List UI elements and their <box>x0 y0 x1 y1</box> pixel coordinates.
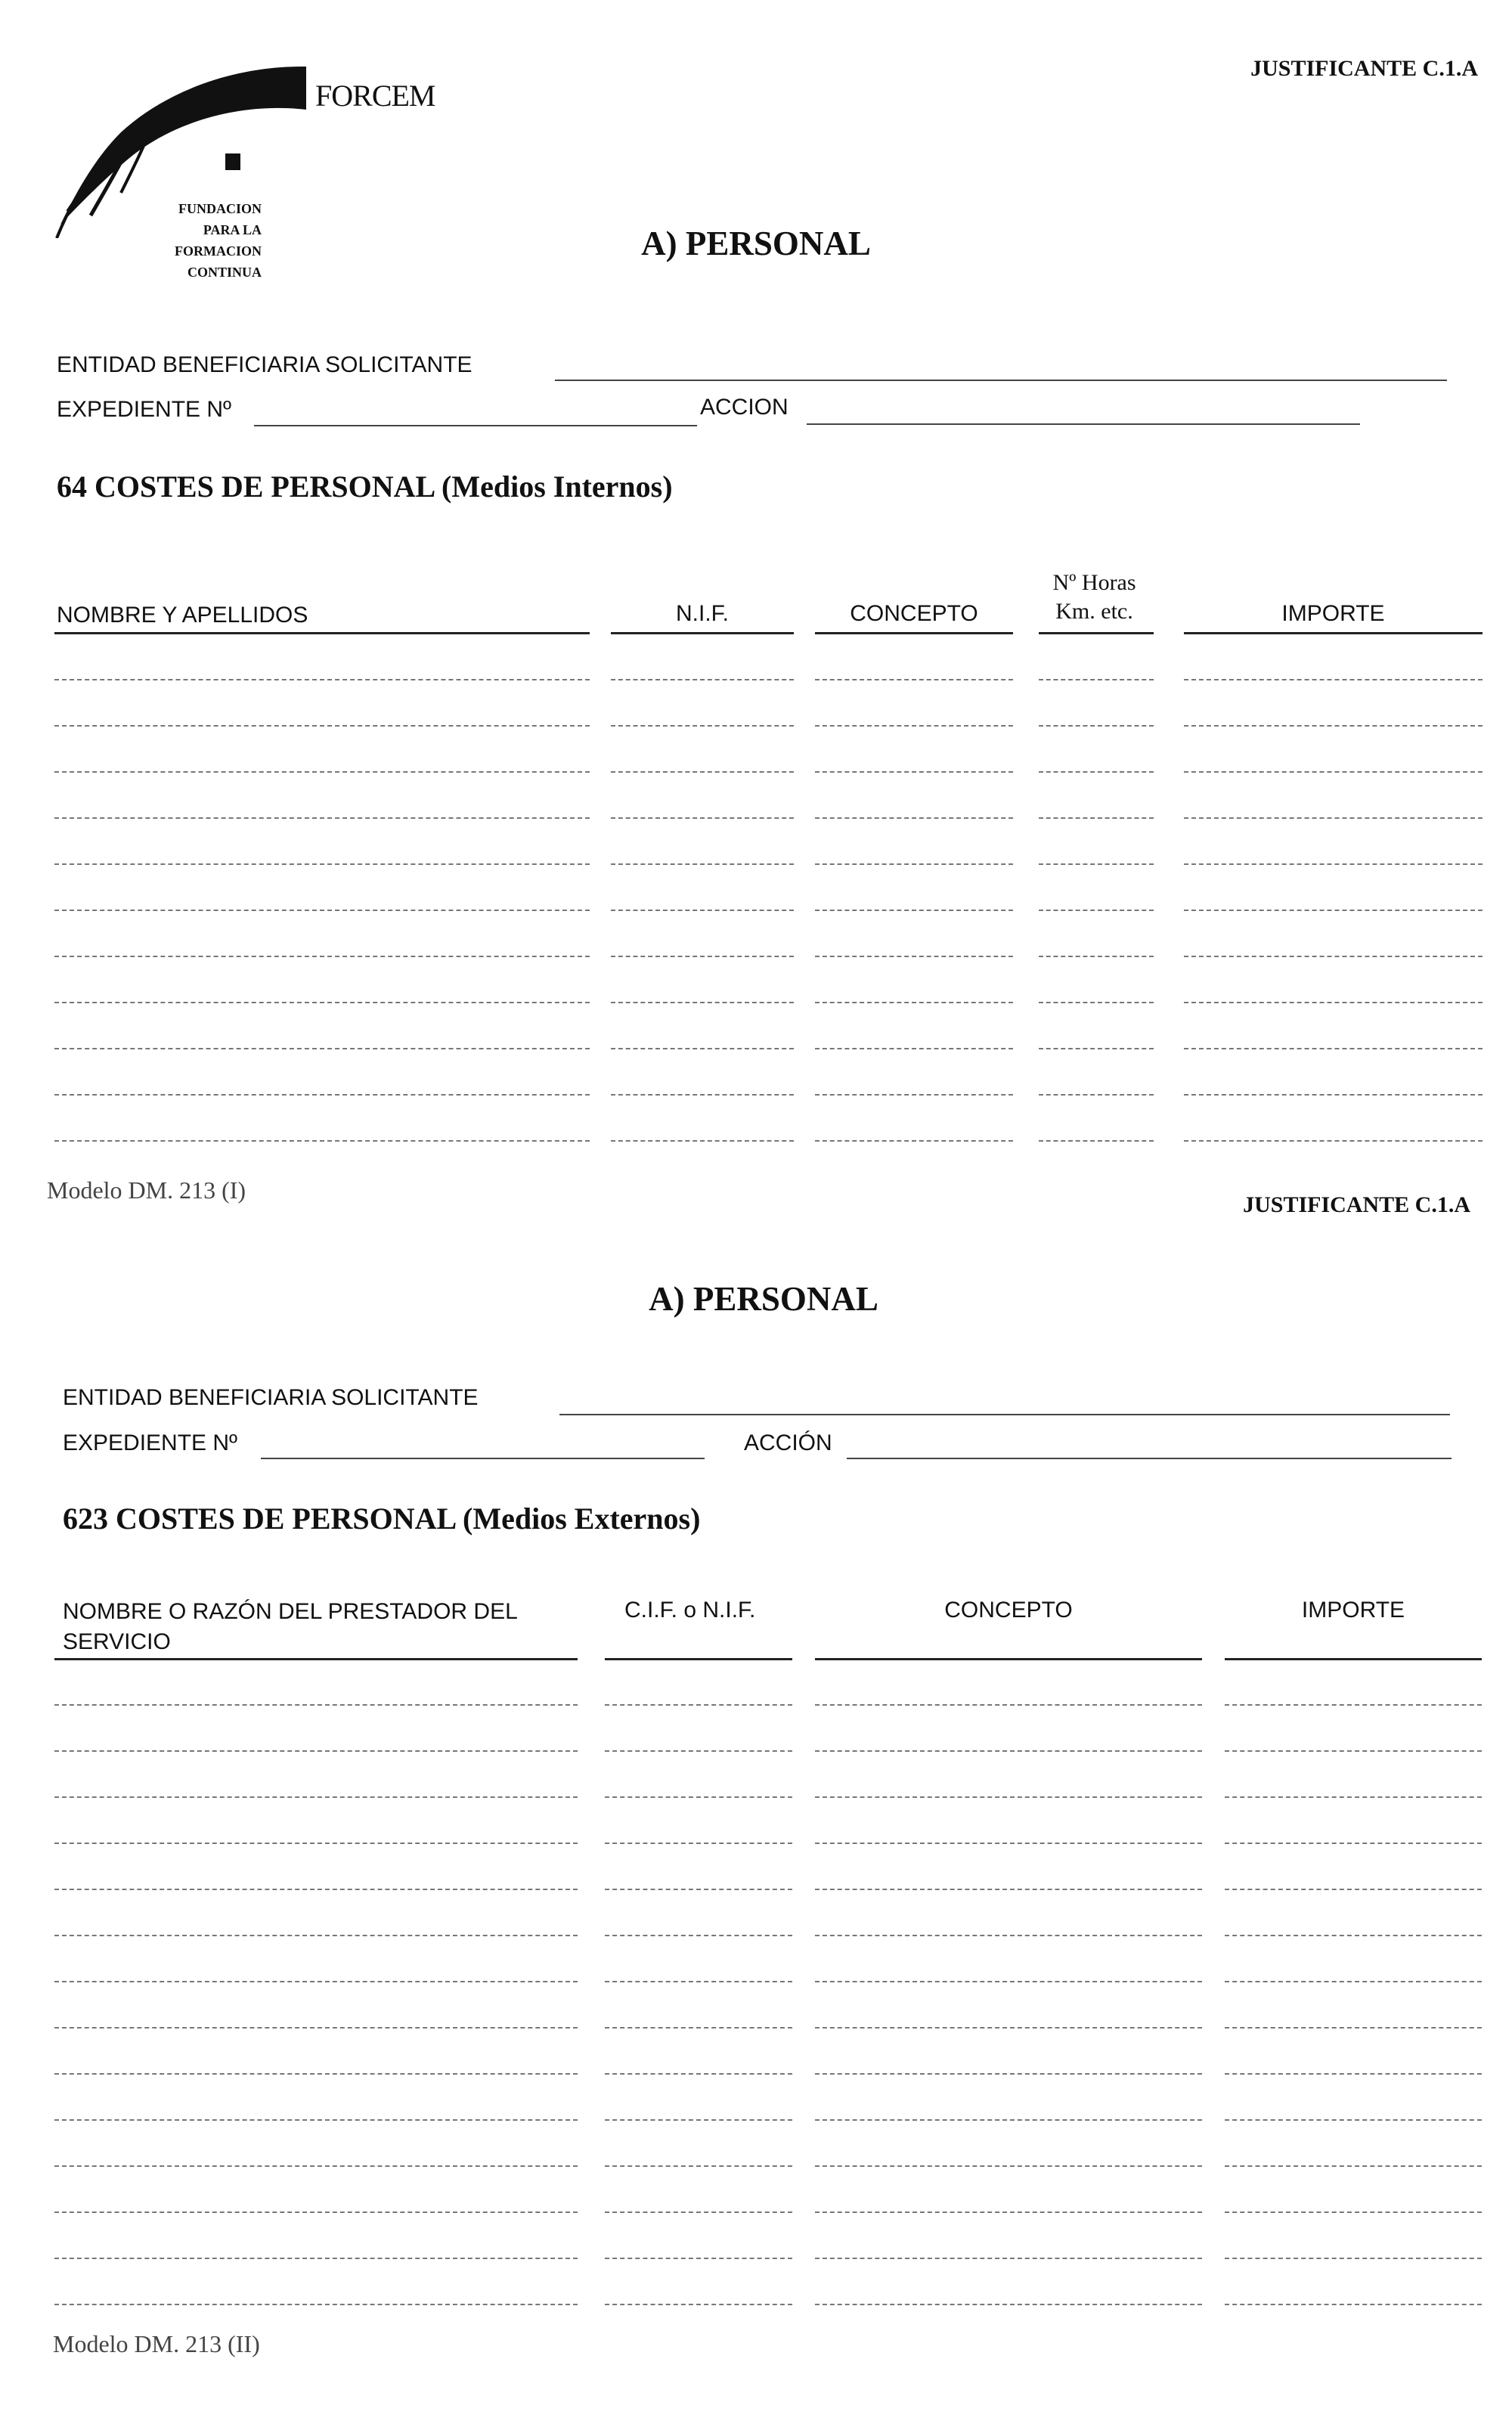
internos-row-11-col-1[interactable] <box>54 1140 590 1142</box>
internos-row-3-col-5[interactable] <box>1184 771 1483 773</box>
internos-row-9-col-5[interactable] <box>1184 1048 1483 1049</box>
internos-row-4-col-1[interactable] <box>54 817 590 819</box>
logo-subtitle-line-2: PARA LA <box>203 222 262 237</box>
expediente-label-2: EXPEDIENTE Nº <box>63 1430 238 1455</box>
externos-row-7-col-4[interactable] <box>1225 1981 1482 1982</box>
internos-row-7-col-5[interactable] <box>1184 956 1483 957</box>
entidad-label: ENTIDAD BENEFICIARIA SOLICITANTE <box>57 352 472 377</box>
section-title-64: 64 COSTES DE PERSONAL (Medios Internos) <box>57 470 673 504</box>
internos-row-8-col-2[interactable] <box>611 1002 794 1003</box>
externos-row-6-col-3[interactable] <box>815 1935 1202 1936</box>
externos-row-1-col-2[interactable] <box>605 1704 792 1706</box>
section-title-623: 623 COSTES DE PERSONAL (Medios Externos) <box>63 1502 701 1536</box>
internos-row-8-col-5[interactable] <box>1184 1002 1483 1003</box>
accion-label-2: ACCIÓN <box>744 1430 832 1455</box>
expediente-field[interactable] <box>254 425 697 426</box>
header-horas <box>1028 569 1160 626</box>
internos-row-7-col-2[interactable] <box>611 956 794 957</box>
externos-row-3-col-1[interactable] <box>54 1796 578 1798</box>
expediente-field-2[interactable] <box>261 1458 705 1459</box>
externos-row-13-col-3[interactable] <box>815 2258 1202 2259</box>
header-underline-concepto-2 <box>815 1658 1202 1660</box>
header-underline-horas <box>1039 632 1154 634</box>
internos-row-8-col-4[interactable] <box>1039 1002 1154 1003</box>
externos-row-2-col-3[interactable] <box>815 1750 1202 1752</box>
externos-row-11-col-1[interactable] <box>54 2165 578 2167</box>
header-horas-line-2: Km. etc. <box>1055 599 1133 624</box>
externos-row-7-col-1[interactable] <box>54 1981 578 1982</box>
entidad-field-2[interactable] <box>559 1414 1450 1415</box>
accion-field-2[interactable] <box>847 1458 1452 1459</box>
internos-row-6-col-1[interactable] <box>54 910 590 911</box>
externos-row-5-col-2[interactable] <box>605 1889 792 1890</box>
internos-row-1-col-3[interactable] <box>815 679 1013 680</box>
externos-row-14-col-2[interactable] <box>605 2304 792 2305</box>
internos-row-6-col-2[interactable] <box>611 910 794 911</box>
logo-subtitle-line-3: FORMACION <box>175 243 262 259</box>
internos-row-6-col-3[interactable] <box>815 910 1013 911</box>
externos-row-11-col-4[interactable] <box>1225 2165 1482 2167</box>
internos-row-8-col-3[interactable] <box>815 1002 1013 1003</box>
externos-row-12-col-1[interactable] <box>54 2211 578 2213</box>
accion-field[interactable] <box>807 423 1360 425</box>
header-nif: N.I.F. <box>675 601 729 626</box>
expediente-label: EXPEDIENTE Nº <box>57 397 232 422</box>
externos-row-6-col-2[interactable] <box>605 1935 792 1936</box>
header-importe-2: IMPORTE <box>1301 1598 1405 1623</box>
form-code-top-right: JUSTIFICANTE C.1.A <box>1250 56 1478 81</box>
externos-row-12-col-3[interactable] <box>815 2211 1202 2213</box>
internos-row-5-col-4[interactable] <box>1039 863 1154 865</box>
internos-row-9-col-4[interactable] <box>1039 1048 1154 1049</box>
internos-row-3-col-3[interactable] <box>815 771 1013 773</box>
externos-row-5-col-1[interactable] <box>54 1889 578 1890</box>
header-underline-nif <box>611 632 794 634</box>
internos-row-4-col-5[interactable] <box>1184 817 1483 819</box>
internos-row-11-col-5[interactable] <box>1184 1140 1483 1142</box>
page-title-2: A) PERSONAL <box>649 1280 878 1318</box>
model-footer-1: Modelo DM. 213 (I) <box>47 1176 246 1204</box>
internos-row-3-col-4[interactable] <box>1039 771 1154 773</box>
logo-subtitle-line-4: CONTINUA <box>187 265 262 280</box>
internos-row-2-col-2[interactable] <box>611 725 794 727</box>
internos-row-10-col-2[interactable] <box>611 1094 794 1096</box>
externos-row-3-col-4[interactable] <box>1225 1796 1482 1798</box>
entidad-label-2: ENTIDAD BENEFICIARIA SOLICITANTE <box>63 1385 479 1410</box>
internos-row-1-col-1[interactable] <box>54 679 590 680</box>
externos-row-1-col-1[interactable] <box>54 1704 578 1706</box>
header-concepto: CONCEPTO <box>850 601 978 626</box>
form-code-top-right-2: JUSTIFICANTE C.1.A <box>1243 1192 1470 1217</box>
internos-row-9-col-1[interactable] <box>54 1048 590 1049</box>
internos-row-5-col-3[interactable] <box>815 863 1013 865</box>
logo-subtitle-line-1: FUNDACION <box>178 201 262 216</box>
externos-row-11-col-3[interactable] <box>815 2165 1202 2167</box>
internos-row-6-col-5[interactable] <box>1184 910 1483 911</box>
internos-row-5-col-1[interactable] <box>54 863 590 865</box>
externos-row-3-col-3[interactable] <box>815 1796 1202 1798</box>
externos-row-6-col-4[interactable] <box>1225 1935 1482 1936</box>
internos-row-7-col-1[interactable] <box>54 956 590 957</box>
externos-row-7-col-2[interactable] <box>605 1981 792 1982</box>
externos-row-9-col-1[interactable] <box>54 2073 578 2075</box>
internos-row-10-col-3[interactable] <box>815 1094 1013 1096</box>
internos-row-4-col-2[interactable] <box>611 817 794 819</box>
externos-row-4-col-3[interactable] <box>815 1843 1202 1844</box>
externos-row-9-col-3[interactable] <box>815 2073 1202 2075</box>
header-underline-nombre-2 <box>54 1658 578 1660</box>
internos-row-5-col-2[interactable] <box>611 863 794 865</box>
header-underline-cif-2 <box>605 1658 792 1660</box>
externos-row-2-col-2[interactable] <box>605 1750 792 1752</box>
header-underline-importe-2 <box>1225 1658 1482 1660</box>
internos-row-1-col-4[interactable] <box>1039 679 1154 680</box>
externos-row-8-col-3[interactable] <box>815 2027 1202 2029</box>
internos-row-2-col-3[interactable] <box>815 725 1013 727</box>
header-nombre-apellidos: NOMBRE Y APELLIDOS <box>57 603 308 628</box>
externos-row-14-col-4[interactable] <box>1225 2304 1482 2305</box>
externos-row-2-col-1[interactable] <box>54 1750 578 1752</box>
externos-row-10-col-1[interactable] <box>54 2119 578 2121</box>
externos-row-10-col-4[interactable] <box>1225 2119 1482 2121</box>
externos-row-8-col-2[interactable] <box>605 2027 792 2029</box>
header-underline-nombre <box>54 632 590 634</box>
internos-row-2-col-4[interactable] <box>1039 725 1154 727</box>
internos-row-2-col-1[interactable] <box>54 725 590 727</box>
externos-row-5-col-3[interactable] <box>815 1889 1202 1890</box>
externos-row-4-col-1[interactable] <box>54 1843 578 1844</box>
externos-row-10-col-3[interactable] <box>815 2119 1202 2121</box>
externos-row-12-col-2[interactable] <box>605 2211 792 2213</box>
internos-row-5-col-5[interactable] <box>1184 863 1483 865</box>
externos-row-13-col-4[interactable] <box>1225 2258 1482 2259</box>
externos-row-14-col-3[interactable] <box>815 2304 1202 2305</box>
externos-row-1-col-4[interactable] <box>1225 1704 1482 1706</box>
externos-row-13-col-1[interactable] <box>54 2258 578 2259</box>
header-underline-concepto <box>815 632 1013 634</box>
externos-row-1-col-3[interactable] <box>815 1704 1202 1706</box>
internos-row-4-col-4[interactable] <box>1039 817 1154 819</box>
internos-row-10-col-1[interactable] <box>54 1094 590 1096</box>
header-horas-line-1: Nº Horas <box>1052 570 1136 595</box>
externos-row-10-col-2[interactable] <box>605 2119 792 2121</box>
logo-subtitle <box>148 198 262 283</box>
internos-row-11-col-2[interactable] <box>611 1140 794 1142</box>
externos-row-8-col-4[interactable] <box>1225 2027 1482 2029</box>
internos-row-7-col-4[interactable] <box>1039 956 1154 957</box>
page-title: A) PERSONAL <box>641 225 871 262</box>
externos-row-2-col-4[interactable] <box>1225 1750 1482 1752</box>
header-cif-nif: C.I.F. o N.I.F. <box>624 1598 756 1623</box>
internos-row-8-col-1[interactable] <box>54 1002 590 1003</box>
internos-row-11-col-4[interactable] <box>1039 1140 1154 1142</box>
logo-name: FORCEM <box>315 79 435 113</box>
header-concepto-2: CONCEPTO <box>944 1598 1073 1623</box>
externos-row-4-col-4[interactable] <box>1225 1843 1482 1844</box>
externos-row-8-col-1[interactable] <box>54 2027 578 2029</box>
accion-label: ACCION <box>700 395 789 420</box>
header-importe: IMPORTE <box>1281 601 1385 626</box>
externos-row-9-col-2[interactable] <box>605 2073 792 2075</box>
header-nombre-razon: NOMBRE O RAZÓN DEL PRESTADOR DEL SERVICIO <box>63 1599 517 1654</box>
externos-row-7-col-3[interactable] <box>815 1981 1202 1982</box>
model-footer-2: Modelo DM. 213 (II) <box>53 2330 260 2357</box>
externos-row-13-col-2[interactable] <box>605 2258 792 2259</box>
internos-row-4-col-3[interactable] <box>815 817 1013 819</box>
entidad-field[interactable] <box>555 380 1447 381</box>
internos-row-3-col-2[interactable] <box>611 771 794 773</box>
externos-row-6-col-1[interactable] <box>54 1935 578 1936</box>
internos-row-11-col-3[interactable] <box>815 1140 1013 1142</box>
externos-row-5-col-4[interactable] <box>1225 1889 1482 1890</box>
internos-row-1-col-5[interactable] <box>1184 679 1483 680</box>
internos-row-6-col-4[interactable] <box>1039 910 1154 911</box>
externos-row-14-col-1[interactable] <box>54 2304 578 2305</box>
internos-row-2-col-5[interactable] <box>1184 725 1483 727</box>
internos-row-1-col-2[interactable] <box>611 679 794 680</box>
internos-row-10-col-5[interactable] <box>1184 1094 1483 1096</box>
internos-row-7-col-3[interactable] <box>815 956 1013 957</box>
internos-row-9-col-3[interactable] <box>815 1048 1013 1049</box>
internos-row-3-col-1[interactable] <box>54 771 590 773</box>
internos-row-10-col-4[interactable] <box>1039 1094 1154 1096</box>
header-underline-importe <box>1184 632 1483 634</box>
externos-row-12-col-4[interactable] <box>1225 2211 1482 2213</box>
externos-row-4-col-2[interactable] <box>605 1843 792 1844</box>
externos-row-11-col-2[interactable] <box>605 2165 792 2167</box>
externos-row-3-col-2[interactable] <box>605 1796 792 1798</box>
internos-row-9-col-2[interactable] <box>611 1048 794 1049</box>
externos-row-9-col-4[interactable] <box>1225 2073 1482 2075</box>
